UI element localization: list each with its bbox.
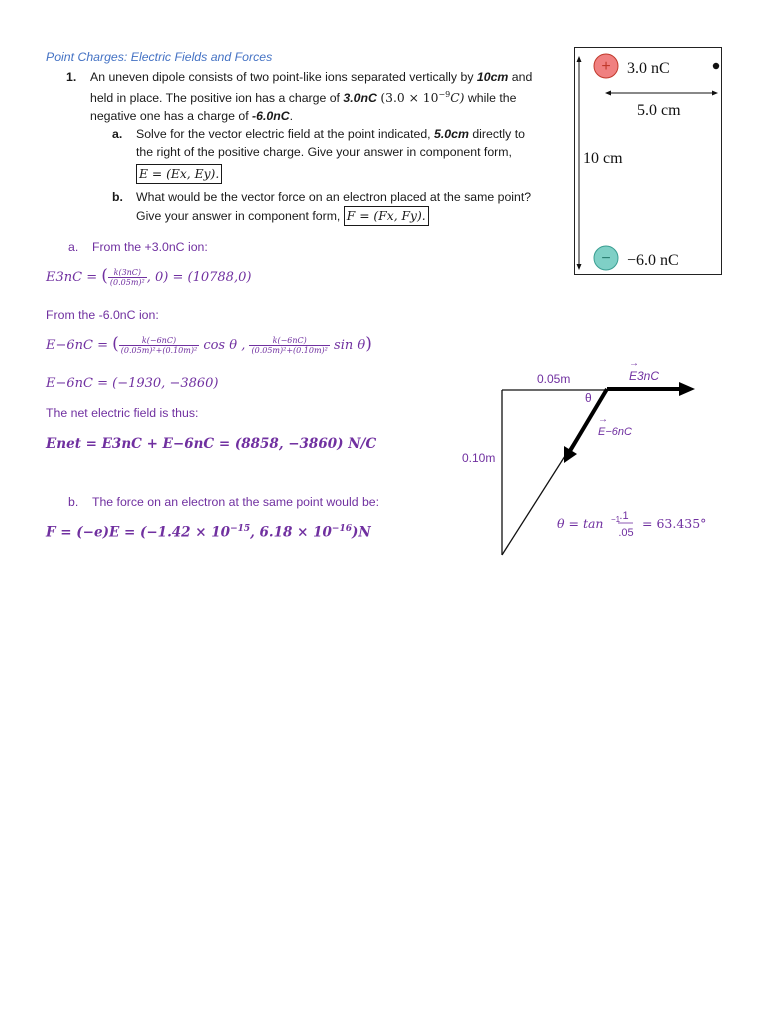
from-negative-heading: From the -6.0nC ion:: [46, 308, 159, 322]
e3nc-arrowhead-icon: [679, 382, 695, 396]
problem-statement: 1. An uneven dipole consists of two point-like ions separated vertically by 10cm and held in place. The positive ion has a charge of 3.0nC $(3.0 \times 10^{-9}C)$ while the negative one has a charge of -6.0nC. a. Solve for the vector electric field at the point indicated, 5.0cm directly to the right of the positive charge. Give your answer in component form, E = (Ex, Ey). b. What would be the vector force on an electron placed at the same point? Give your answer in component form, F = (Fx, Fy).: [64, 68, 564, 226]
part-a-text-2: directly to: [472, 127, 525, 142]
theta-formula-num: .1: [619, 510, 629, 522]
net-field-text: The net electric field is thus:: [46, 406, 199, 420]
distance-label: 5.0 cm: [637, 102, 681, 119]
dipole-figure: [574, 47, 722, 275]
solution-b-heading: b. The force on an electron at the same point would be:: [68, 495, 380, 509]
negative-charge-value: -6.0nC: [252, 109, 290, 124]
part-b-text-1: What would be the vector force on an electron placed at the same point?: [136, 190, 532, 205]
field-point-icon: [713, 63, 719, 69]
force-equation: $F = (-e)E = (-1.42 \times 10^{-15}$, $6.18 \times 10^{-16})N$: [46, 524, 371, 541]
problem-number: 1.: [66, 70, 77, 84]
dipole-figure-svg: [575, 48, 723, 276]
net-field-equation: Enet = E3nC + E−6nC = (8858, −3860) N/C: [46, 436, 377, 452]
f-answer-form: F = (Fx, Fy).: [344, 206, 429, 226]
positive-charge-value: 3.0nC: [343, 91, 377, 106]
problem-text-2: held in place. The positive ion has a charge of: [90, 91, 340, 106]
e3nc-equation: E3nC = ( $\frac{k(3nC)}{\text{(0.05m)²}}$ , 0) = (10788,0): [46, 266, 252, 287]
separation-value: 10cm: [476, 70, 509, 84]
height-label: 10 cm: [583, 150, 623, 167]
eneg-equation: E−6nC = ( $\frac{k(-6nC)}{\text{(0.05m)²+(0.10m)²}}$ cos θ , $\frac{k(-6nC)}{\text{(0.05m)²+(0.10m)²}}$ sin θ): [46, 334, 372, 355]
e3nc-label: E3nC: [629, 369, 660, 383]
theta-formula-sup: −1: [611, 515, 621, 524]
vector-diagram: [455, 360, 765, 565]
eneg-label: E−6nC: [598, 426, 632, 438]
problem-text-3: while the: [467, 91, 517, 106]
eneg-vector-arrow-icon: →: [598, 414, 608, 425]
theta-formula-den: .05: [618, 527, 634, 539]
solution-a-heading: a. From the +3.0nC ion:: [68, 240, 208, 254]
side-distance-label: 0.10m: [462, 451, 496, 465]
positive-charge-sci: $(3.0 \times 10^{-9}C)$: [380, 90, 465, 106]
part-b-label: b.: [112, 190, 123, 205]
point-distance-value: 5.0cm: [434, 127, 469, 142]
width-arrow-right-icon: [712, 91, 718, 96]
plus-symbol: +: [601, 58, 611, 75]
height-arrow-top-icon: [577, 56, 582, 62]
problem-text-1: An uneven dipole consists of two point-like ions separated vertically by: [90, 70, 474, 84]
problem-text-and: and: [511, 70, 533, 84]
width-arrow-left-icon: [605, 91, 611, 96]
positive-charge-label: 3.0 nC: [627, 60, 670, 77]
e-answer-form: E = (Ex, Ey).: [136, 164, 222, 184]
problem-text-4: negative one has a charge of: [90, 109, 249, 124]
part-a-text-3: the right of the positive charge. Give your answer in component form,: [136, 145, 512, 160]
height-arrow-bottom-icon: [577, 264, 582, 270]
top-distance-label: 0.05m: [537, 372, 571, 386]
part-a-text-1: Solve for the vector electric field at the point indicated,: [136, 127, 431, 142]
theta-formula-lhs: θ = tan: [557, 516, 604, 531]
part-b-text-2: Give your answer in component form,: [136, 209, 341, 224]
theta-label: θ: [585, 391, 592, 405]
minus-symbol: −: [601, 250, 611, 267]
part-a-label: a.: [112, 127, 123, 142]
theta-result: = 63.435°: [642, 516, 707, 531]
eneg-result: E−6nC = (−1930, −3860): [46, 376, 219, 391]
negative-charge-label: −6.0 nC: [627, 252, 679, 269]
section-heading: Point Charges: Electric Fields and Forces: [46, 50, 273, 64]
e3nc-vector-arrow-icon: →: [629, 360, 639, 369]
